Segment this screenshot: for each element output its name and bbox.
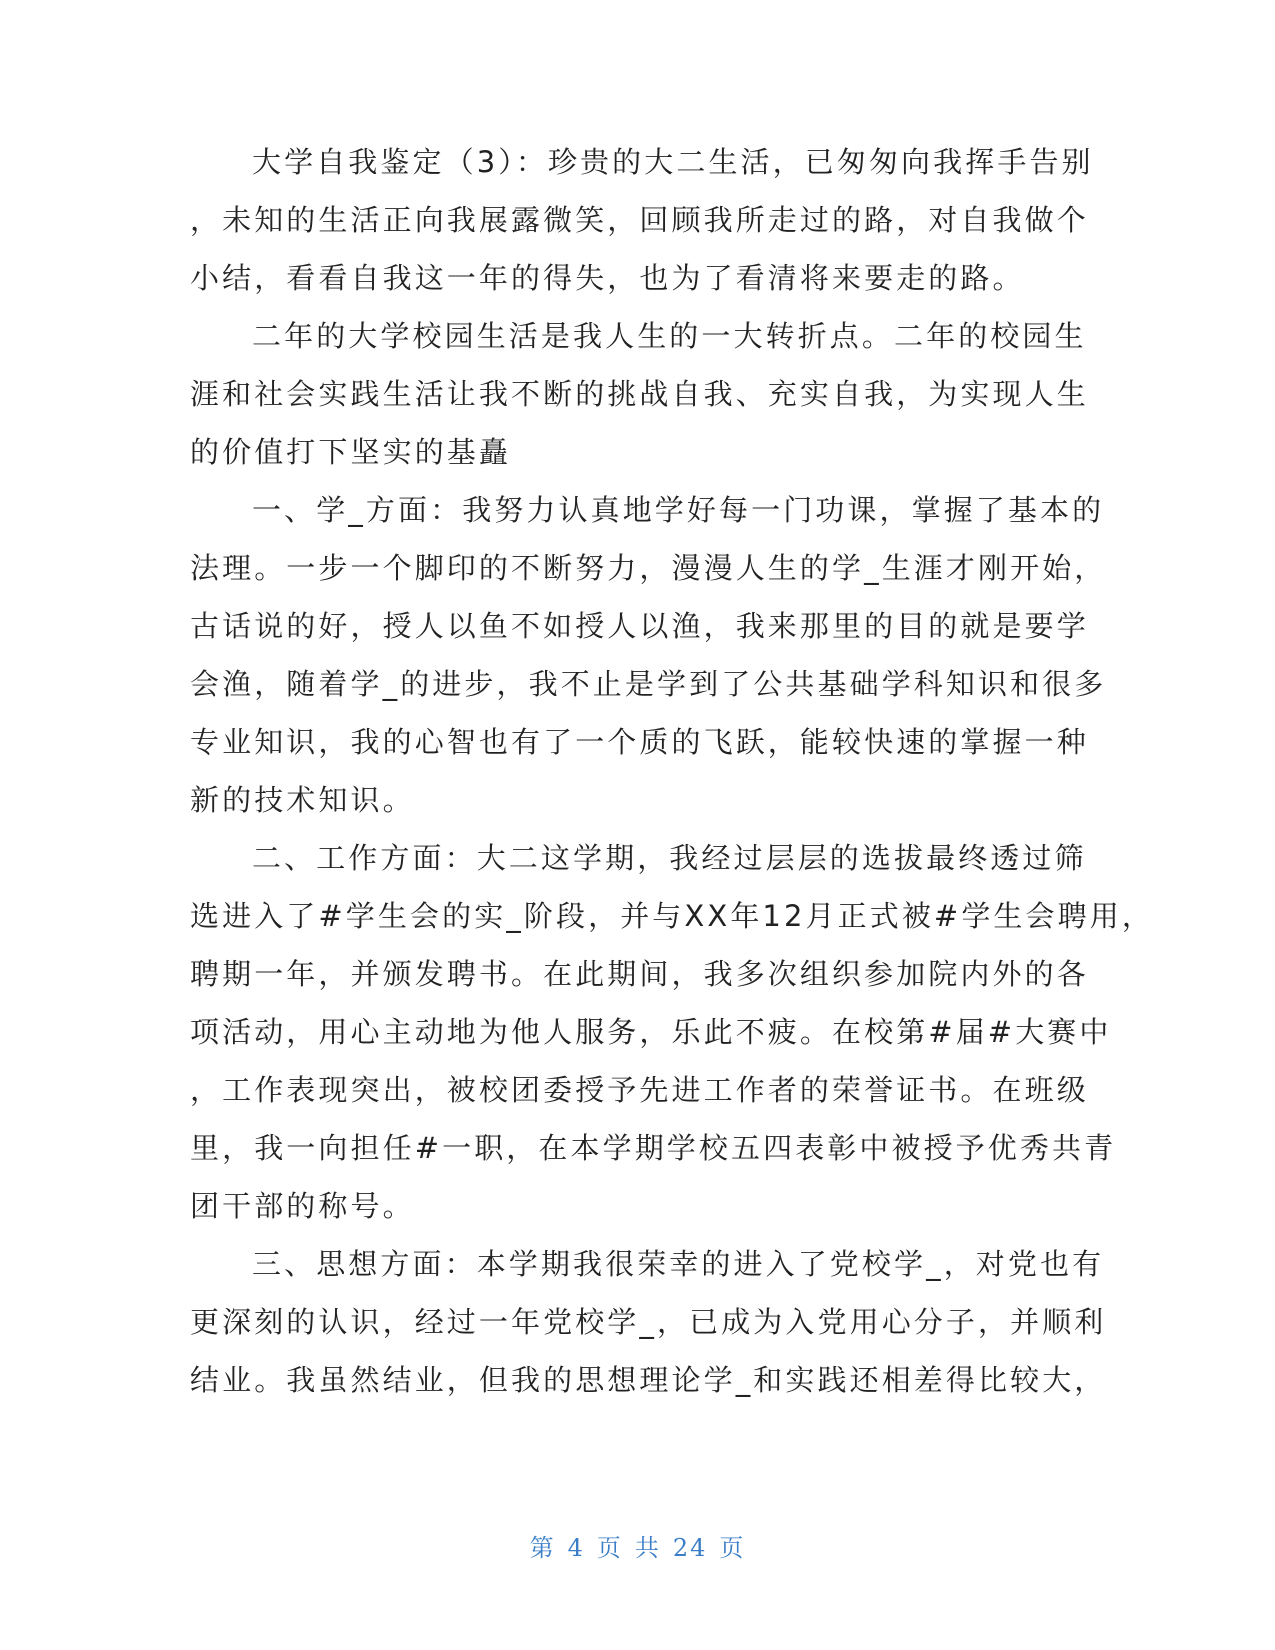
text-line: 二年的大学校园生活是我人生的一大转折点。二年的校园生 [252, 319, 1087, 353]
text-line: 一、学_方面：我努力认真地学好每一门功课，掌握了基本的 [252, 493, 1105, 527]
text-line: 法理。一步一个脚印的不断努力，漫漫人生的学_生涯才刚开始， [190, 551, 1107, 585]
text-line: 涯和社会实践生活让我不断的挑战自我、充实自我，为实现人生 [190, 377, 1089, 411]
text-line: 里，我一向担任#一职，在本学期学校五四表彰中被授予优秀共青 [190, 1131, 1117, 1165]
text-line: 聘期一年，并颁发聘书。在此期间，我多次组织参加院内外的各 [190, 957, 1089, 991]
footer-page-word: 页 [596, 1534, 623, 1562]
footer-total-word: 页 [719, 1534, 746, 1562]
text-line: 项活动，用心主动地为他人服务，乐此不疲。在校第#届#大赛中 [190, 1015, 1112, 1049]
text-line: 会渔，随着学_的进步，我不止是学到了公共基础学科知识和很多 [190, 667, 1107, 701]
page-footer [0, 1528, 1275, 1563]
footer-current-page: 4 [567, 1534, 585, 1562]
footer-page-label: 第 [529, 1534, 556, 1562]
text-line: 小结，看看自我这一年的得失，也为了看清将来要走的路。 [190, 261, 1025, 295]
text-line: 团干部的称号。 [190, 1189, 415, 1223]
text-line: 三、思想方面：本学期我很荣幸的进入了党校学_，对党也有 [252, 1247, 1105, 1281]
footer-total-pages: 24 [672, 1534, 708, 1562]
text-line: 结业。我虽然结业，但我的思想理论学_和实践还相差得比较大， [190, 1363, 1107, 1397]
text-line: ，工作表现突出，被校团委授予先进工作者的荣誉证书。在班级 [190, 1073, 1089, 1107]
text-line: 更深刻的认识，经过一年党校学_，已成为入党用心分子，并顺利 [190, 1305, 1107, 1339]
text-line: 新的技术知识。 [190, 783, 415, 817]
text-line: ，未知的生活正向我展露微笑，回顾我所走过的路，对自我做个 [190, 203, 1089, 237]
text-line: 二、工作方面：大二这学期，我经过层层的选拔最终透过筛 [252, 841, 1087, 875]
footer-total-label: 共 [634, 1534, 661, 1562]
text-line: 选进入了#学生会的实_阶段，并与XX年12月正式被#学生会聘用， [190, 899, 1154, 933]
text-line: 专业知识，我的心智也有了一个质的飞跃，能较快速的掌握一种 [190, 725, 1089, 759]
text-line: 大学自我鉴定（3）：珍贵的大二生活，已匆匆向我挥手告别 [252, 145, 1094, 179]
text-line: 的价值打下坚实的基矗 [190, 435, 512, 469]
text-line: 古话说的好，授人以鱼不如授人以渔，我来那里的目的就是要学 [190, 609, 1089, 643]
